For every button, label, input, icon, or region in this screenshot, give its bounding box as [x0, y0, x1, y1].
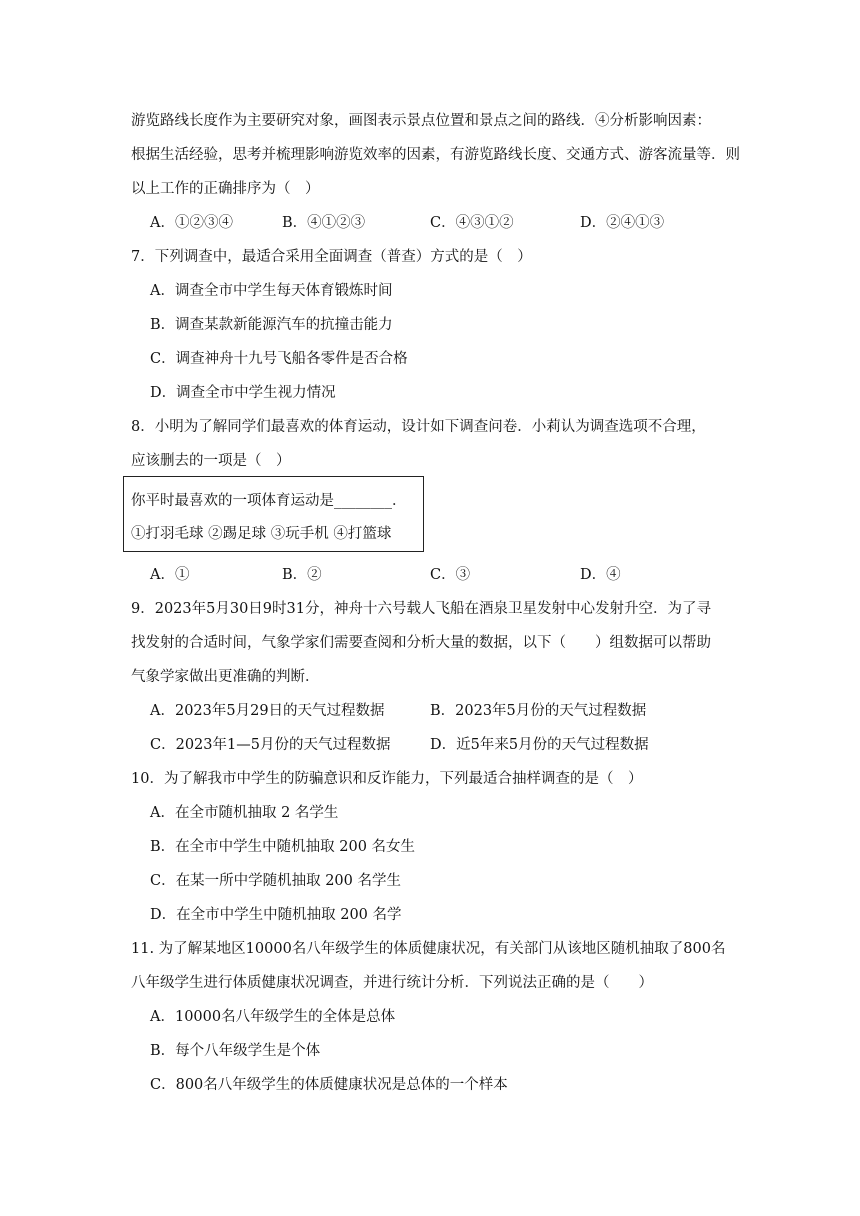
q9-stem-line1: 9．2023年5月30日9时31分，神舟十六号载人飞船在酒泉卫星发射中心发射升空．为了寻 — [131, 601, 711, 617]
q9-option-d: D．近5年来5月份的天气过程数据 — [430, 737, 649, 753]
q8-box-line2: ①打羽毛球 ②踢足球 ③玩手机 ④打篮球 — [131, 526, 392, 542]
q7-option-a: A．调查全市中学生每天体育锻炼时间 — [150, 283, 393, 299]
q11-stem-line2: 八年级学生进行体质健康状况调查，并进行统计分析．下列说法正确的是（ ） — [131, 975, 653, 991]
q8-option-a: A．① — [150, 567, 190, 583]
q9-option-c: C．2023年1—5月份的天气过程数据 — [150, 737, 391, 753]
q6-option-a: A．①②③④ — [150, 215, 233, 231]
q10-option-a: A．在全市随机抽取 2 名学生 — [150, 805, 339, 821]
q8-box-line1: 你平时最喜欢的一项体育运动是________． — [131, 493, 407, 509]
q8-option-d: D．④ — [580, 567, 621, 583]
q7-option-d: D．调查全市中学生视力情况 — [150, 385, 336, 401]
q11-option-a: A．10000名八年级学生的全体是总体 — [150, 1009, 396, 1025]
q10-option-b: B．在全市中学生中随机抽取 200 名女生 — [150, 839, 416, 855]
q6-option-c: C．④③①② — [430, 215, 514, 231]
q10-stem: 10．为了解我市中学生的防骗意识和反诈能力，下列最适合抽样调查的是（ ） — [131, 771, 643, 787]
q11-option-c: C．800名八年级学生的体质健康状况是总体的一个样本 — [150, 1077, 508, 1093]
q9-options-row2 — [150, 734, 750, 756]
q7-option-c: C．调查神舟十九号飞船各零件是否合格 — [150, 351, 408, 367]
q6-text-line3: 以上工作的正确排序为（ ） — [131, 181, 320, 197]
q8-option-b: B．② — [282, 567, 322, 583]
q9-stem-line3: 气象学家做出更准确的判断． — [131, 669, 320, 685]
q8-options — [150, 564, 750, 586]
q9-option-b: B．2023年5月份的天气过程数据 — [430, 703, 647, 719]
q11-option-b: B．每个八年级学生是个体 — [150, 1043, 321, 1059]
q9-option-a: A．2023年5月29日的天气过程数据 — [150, 703, 385, 719]
q7-stem: 7．下列调查中，最适合采用全面调查（普查）方式的是（ ） — [131, 249, 532, 265]
q11-stem-line1: 11. 为了解某地区10000名八年级学生的体质健康状况，有关部门从该地区随机抽取了800名 — [131, 941, 726, 957]
q6-text-line2: 根据生活经验，思考并梳理影响游览效率的因素，有游览路线长度、交通方式、游客流量等．则 — [131, 147, 740, 163]
q6-options — [150, 212, 750, 234]
q9-options-row1 — [150, 700, 750, 722]
q6-option-d: D．②④①③ — [580, 215, 665, 231]
q8-stem-line2: 应该删去的一项是（ ） — [131, 453, 291, 469]
q9-stem-line2: 找发射的合适时间，气象学家们需要查阅和分析大量的数据，以下（ ）组数据可以帮助 — [131, 635, 711, 651]
q10-option-c: C．在某一所中学随机抽取 200 名学生 — [150, 873, 401, 889]
q6-text-line1: 游览路线长度作为主要研究对象，画图表示景点位置和景点之间的路线．④分析影响因素： — [131, 113, 711, 129]
q6-option-b: B．④①②③ — [282, 215, 366, 231]
q8-option-c: C．③ — [430, 567, 471, 583]
q8-stem-line1: 8．小明为了解同学们最喜欢的体育运动，设计如下调查问卷．小莉认为调查选项不合理， — [131, 419, 706, 435]
q10-option-d: D．在全市中学生中随机抽取 200 名学 — [150, 907, 402, 923]
q8-questionnaire-box — [123, 476, 424, 552]
q7-option-b: B．调查某款新能源汽车的抗撞击能力 — [150, 317, 393, 333]
